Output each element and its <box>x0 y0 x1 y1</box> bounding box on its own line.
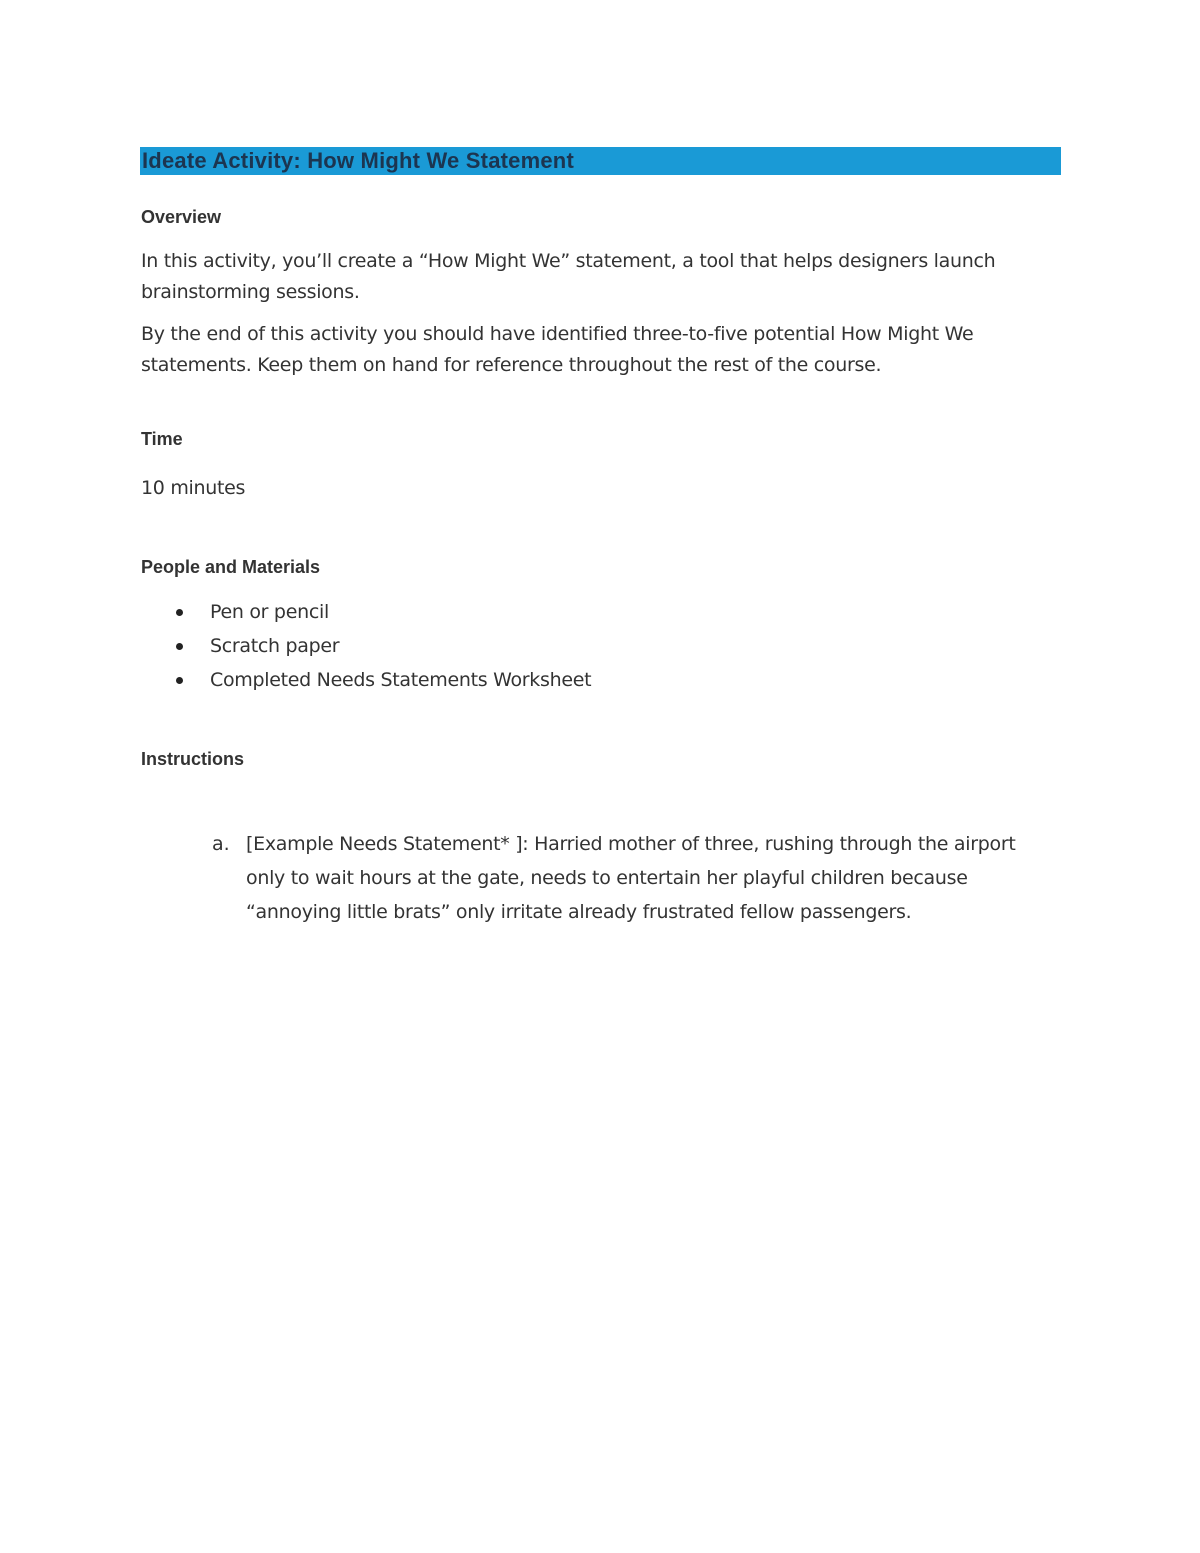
instruction-text: [Example Needs Statement* ]: Harried mother of three, rushing through the airport only to wait hours at the gate, needs to entertain her playful children because “annoying little brats” only irritate already frustrated fellow passengers. <box>246 833 1016 923</box>
material-item-label: Pen or pencil <box>210 601 329 623</box>
materials-heading: People and Materials <box>141 557 321 577</box>
time-heading: Time <box>141 429 183 449</box>
instructions-heading: Instructions <box>141 749 245 769</box>
bullet-icon <box>176 677 183 684</box>
material-item-label: Completed Needs Statements Worksheet <box>210 669 592 691</box>
bullet-icon <box>176 643 183 650</box>
document-title: Ideate Activity: How Might We Statement <box>142 148 574 173</box>
overview-heading: Overview <box>141 207 222 227</box>
overview-paragraph-2: By the end of this activity you should have identified three-to-five potential How Might We statements. Keep them on hand for reference throughout the rest of the course. <box>141 323 974 376</box>
material-item-label: Scratch paper <box>210 635 340 657</box>
overview-paragraph-1: In this activity, you’ll create a “How Might We” statement, a tool that helps designers launch brainstorming sessions. <box>141 250 996 303</box>
bullet-icon <box>176 609 183 616</box>
instruction-marker: a. <box>212 833 230 855</box>
title-bar <box>140 147 1061 175</box>
time-value: 10 minutes <box>141 477 246 499</box>
